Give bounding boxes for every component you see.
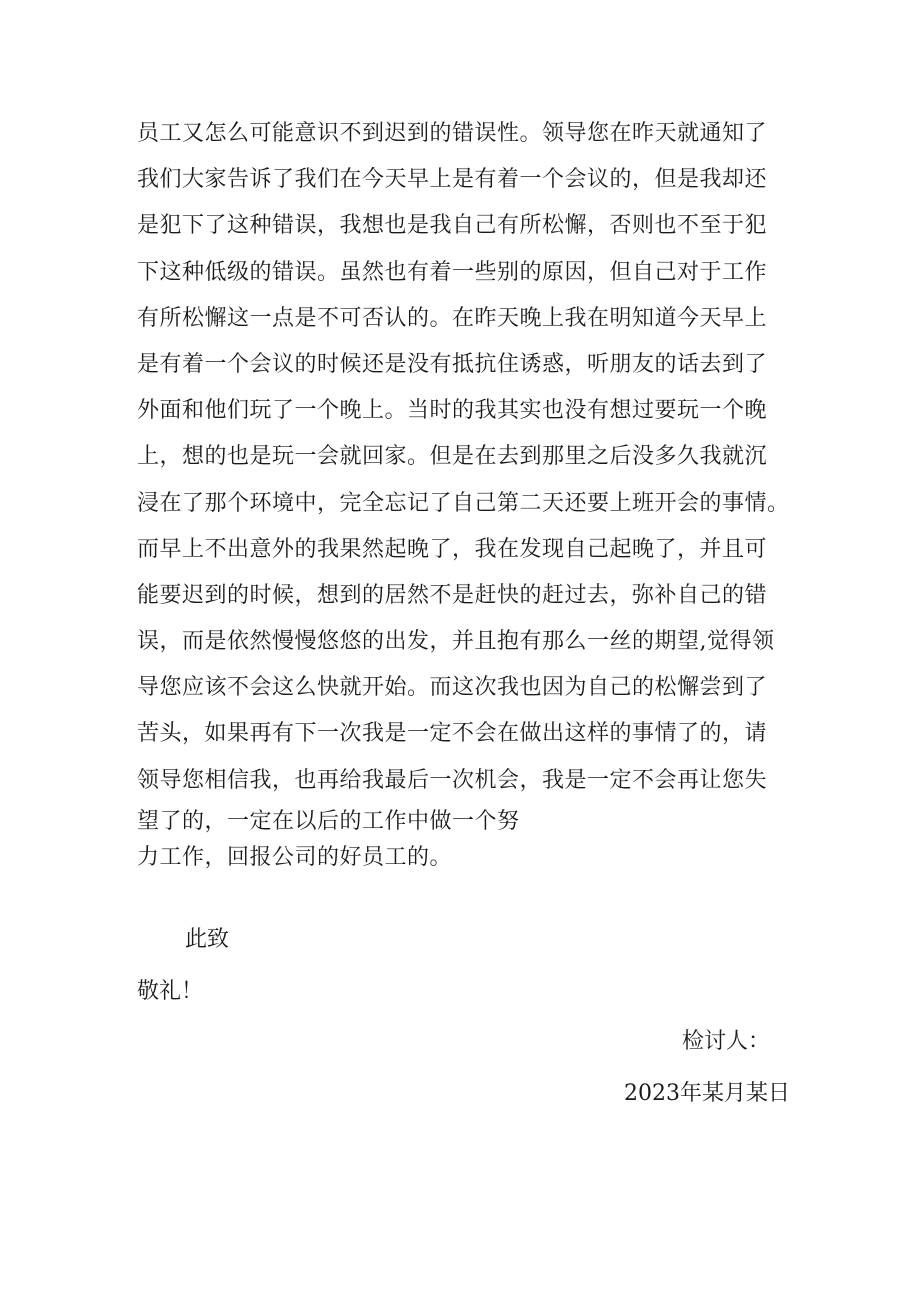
body-line: 是有着一个会议的时候还是没有抵抗住诱惑，听朋友的话去到了	[137, 351, 768, 377]
body-line: 误，而是依然慢慢悠悠的出发，并且抱有那么一丝的期望,觉得领	[137, 629, 775, 655]
body-line: 是犯下了这种错误，我想也是我自己有所松懈，否则也不至于犯	[137, 213, 768, 239]
body-line: 力工作，回报公司的好员工的。	[137, 844, 453, 870]
closing-salutation: 此致	[185, 927, 230, 952]
letter-date: 2023年某月某日	[624, 1081, 790, 1106]
letter-body	[137, 111, 797, 876]
body-line: 我们大家告诉了我们在今天早上是有着一个会议的，但是我却还	[137, 167, 768, 193]
closing-regards: 敬礼！	[137, 979, 204, 1004]
signer-label: 检讨人：	[681, 1029, 770, 1054]
body-line: 望了的，一定在以后的工作中做一个努	[137, 808, 520, 834]
body-line: 上，想的也是玩一会就回家。但是在去到那里之后没多久我就沉	[137, 444, 768, 470]
body-line: 浸在了那个环境中，完全忘记了自己第二天还要上班开会的事情。	[137, 490, 790, 516]
body-line: 而早上不出意外的我果然起晚了，我在发现自己起晚了，并且可	[137, 536, 768, 562]
body-line: 下这种低级的错误。虽然也有着一些别的原因，但自己对于工作	[137, 259, 768, 285]
body-line: 导您应该不会这么快就开始。而这次我也因为自己的松懈尝到了	[137, 675, 768, 701]
body-line: 苦头，如果再有下一次我是一定不会在做出这样的事情了的，请	[137, 721, 768, 747]
body-line: 领导您相信我，也再给我最后一次机会，我是一定不会再让您失	[137, 767, 768, 793]
body-line: 有所松懈这一点是不可否认的。在昨天晚上我在明知道今天早上	[137, 305, 768, 331]
body-line: 外面和他们玩了一个晚上。当时的我其实也没有想过要玩一个晚	[137, 398, 768, 424]
body-line: 能要迟到的时候，想到的居然不是赶快的赶过去，弥补自己的错	[137, 582, 768, 608]
body-line: 员工又怎么可能意识不到迟到的错误性。领导您在昨天就通知了	[137, 121, 768, 146]
